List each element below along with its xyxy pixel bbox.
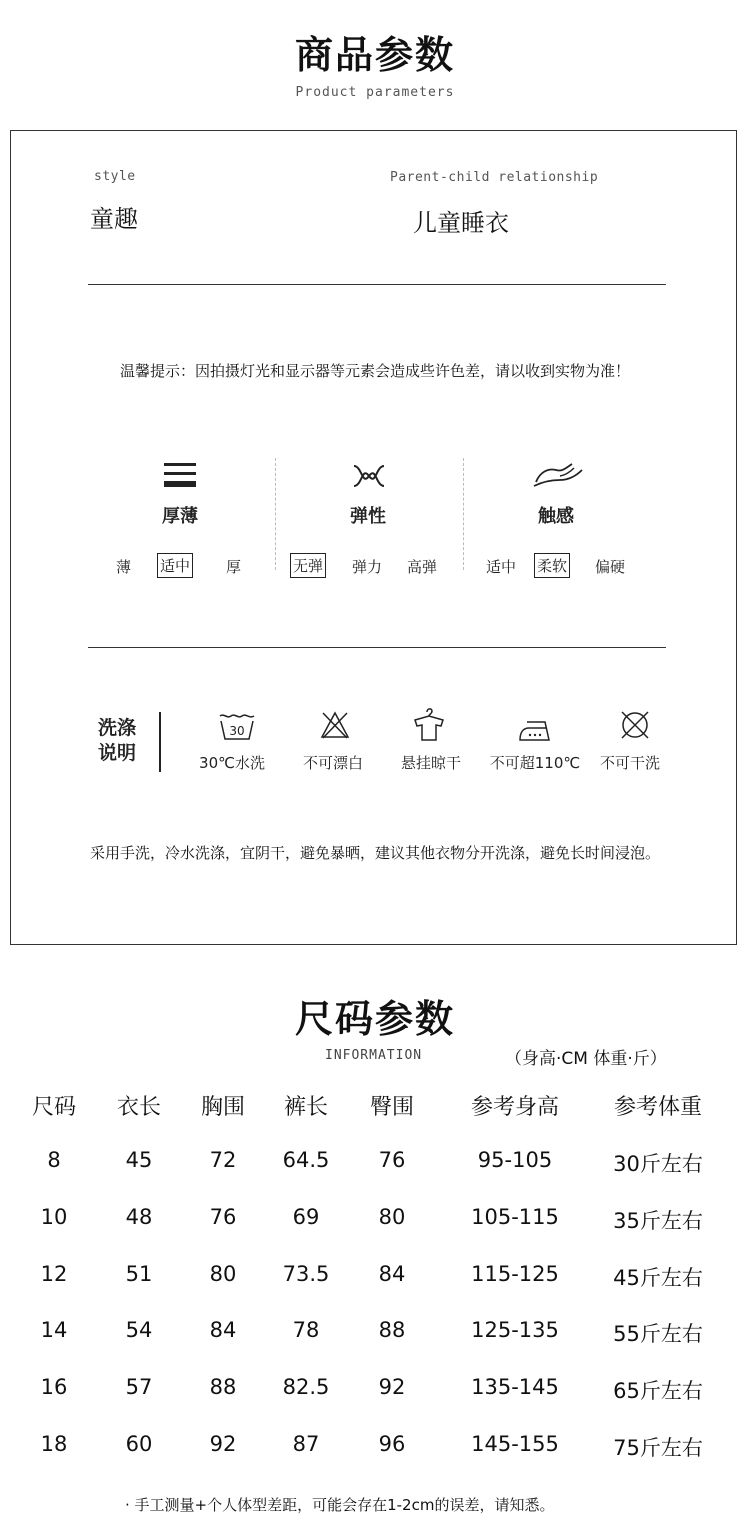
size-table-cell: 45	[125, 1148, 153, 1172]
size-table-header: 参考身高	[470, 1095, 559, 1120]
size-table-cell: 55斤左右	[613, 1322, 703, 1346]
size-table-cell: 95-105	[477, 1148, 553, 1172]
size-table-cell: 78	[292, 1318, 320, 1342]
relation-label: Parent-child relationship	[390, 170, 599, 185]
size-table-cell: 45斤左右	[613, 1266, 703, 1290]
size-table-cell: 76	[378, 1148, 406, 1172]
size-table-cell: 16	[40, 1375, 68, 1399]
size-table-cell: 65斤左右	[613, 1379, 703, 1403]
size-table-cell: 51	[125, 1262, 153, 1286]
size-table-header: 裤长	[283, 1095, 328, 1120]
size-table-cell: 76	[209, 1205, 237, 1229]
size-table-cell: 87	[292, 1432, 320, 1456]
wash-label-hang-dry: 悬挂晾干	[400, 754, 461, 772]
size-table-cell: 12	[40, 1262, 68, 1286]
size-table-header: 参考体重	[613, 1095, 702, 1120]
size-table-cell: 82.5	[282, 1375, 330, 1399]
size-table-cell: 84	[209, 1318, 237, 1342]
size-table-cell: 64.5	[282, 1148, 330, 1172]
size-table-cell: 73.5	[282, 1262, 330, 1286]
size-table-header: 尺码	[31, 1095, 76, 1120]
elasticity-option-high: 高弹	[407, 558, 438, 576]
size-params-title: 尺码参数	[294, 997, 455, 1041]
size-table-cell: 54	[125, 1318, 153, 1342]
wash-label-no-dry-clean: 不可干洗	[599, 754, 660, 772]
hand-wash-30-icon	[218, 711, 256, 741]
color-notice: 温馨提示：因拍摄灯光和显示器等元素会造成些许色差，请以收到实物为准！	[119, 362, 630, 380]
svg-text:30: 30	[229, 724, 245, 738]
wash-label-no-bleach: 不可漂白	[302, 754, 363, 772]
size-table-cell: 125-135	[471, 1318, 559, 1342]
size-table-cell: 96	[378, 1432, 406, 1456]
size-table-cell: 80	[378, 1205, 406, 1229]
feature-separator-2	[463, 458, 464, 570]
iron-icon	[517, 716, 553, 742]
touch-option-hard: 偏硬	[595, 558, 626, 576]
hang-dry-icon	[413, 706, 445, 742]
size-table-cell: 48	[125, 1205, 153, 1229]
unit-note: （身高·CM 体重·斤）	[505, 1049, 667, 1069]
size-table-cell: 92	[209, 1432, 237, 1456]
touch-title: 触感	[538, 506, 574, 527]
size-table-cell: 8	[47, 1148, 61, 1172]
touch-option-medium: 适中	[486, 558, 517, 576]
size-table-cell: 72	[209, 1148, 237, 1172]
wash-label-iron: 不可超110℃	[489, 754, 581, 772]
size-params-subtitle: INFORMATION	[325, 1048, 423, 1063]
wash-note: 采用手洗，冷水洗涤，宜阴干，避免暴晒，建议其他衣物分开洗涤，避免长时间浸泡。	[89, 844, 660, 862]
thickness-icon	[164, 462, 196, 488]
elasticity-option-stretch: 弹力	[352, 558, 383, 576]
size-table-cell: 10	[40, 1205, 68, 1229]
no-dry-clean-icon	[620, 710, 650, 740]
size-table-cell: 115-125	[471, 1262, 559, 1286]
style-label: style	[94, 169, 136, 184]
size-table-cell: 14	[40, 1318, 68, 1342]
divider-middle	[88, 647, 666, 648]
size-table-cell: 80	[209, 1262, 237, 1286]
thickness-title: 厚薄	[162, 506, 198, 527]
size-footnote: · 手工测量+个人体型差距，可能会存在1-2cm的误差，请知悉。	[125, 1496, 555, 1514]
size-table-cell: 75斤左右	[613, 1436, 703, 1460]
size-table-cell: 57	[125, 1375, 153, 1399]
no-bleach-icon	[320, 711, 350, 739]
size-table-cell: 30斤左右	[613, 1152, 703, 1176]
size-table-header: 衣长	[116, 1095, 161, 1120]
style-value: 童趣	[90, 205, 138, 233]
size-table-cell: 69	[292, 1205, 320, 1229]
size-table-header: 臀围	[369, 1095, 414, 1120]
relation-value: 儿童睡衣	[413, 209, 509, 237]
elasticity-icon	[352, 462, 386, 490]
size-table-cell: 35斤左右	[613, 1209, 703, 1233]
elasticity-title: 弹性	[350, 506, 386, 527]
divider-top	[88, 284, 666, 285]
size-table-header: 胸围	[200, 1095, 245, 1120]
size-table-cell: 18	[40, 1432, 68, 1456]
size-table-cell: 105-115	[471, 1205, 559, 1229]
elasticity-option-none-selected: 无弹	[290, 553, 326, 578]
size-table-cell: 145-155	[471, 1432, 559, 1456]
touch-icon	[532, 460, 584, 490]
wash-label-hand-wash: 30℃水洗	[199, 754, 265, 772]
product-params-box	[10, 130, 737, 945]
thickness-option-thick: 厚	[226, 558, 242, 576]
product-params-title: 商品参数	[294, 33, 455, 77]
size-table-cell: 88	[209, 1375, 237, 1399]
size-table-cell: 92	[378, 1375, 406, 1399]
touch-option-soft-selected: 柔软	[534, 553, 570, 578]
size-table-cell: 135-145	[471, 1375, 559, 1399]
size-table-cell: 60	[125, 1432, 153, 1456]
size-table-cell: 84	[378, 1262, 406, 1286]
thickness-option-thin: 薄	[116, 558, 132, 576]
product-params-subtitle: Product parameters	[295, 85, 455, 100]
thickness-option-medium-selected: 适中	[157, 553, 193, 578]
feature-separator-1	[275, 458, 276, 570]
size-table-cell: 88	[378, 1318, 406, 1342]
wash-title: 洗涤 说明	[97, 717, 136, 764]
wash-title-bar	[159, 712, 161, 772]
